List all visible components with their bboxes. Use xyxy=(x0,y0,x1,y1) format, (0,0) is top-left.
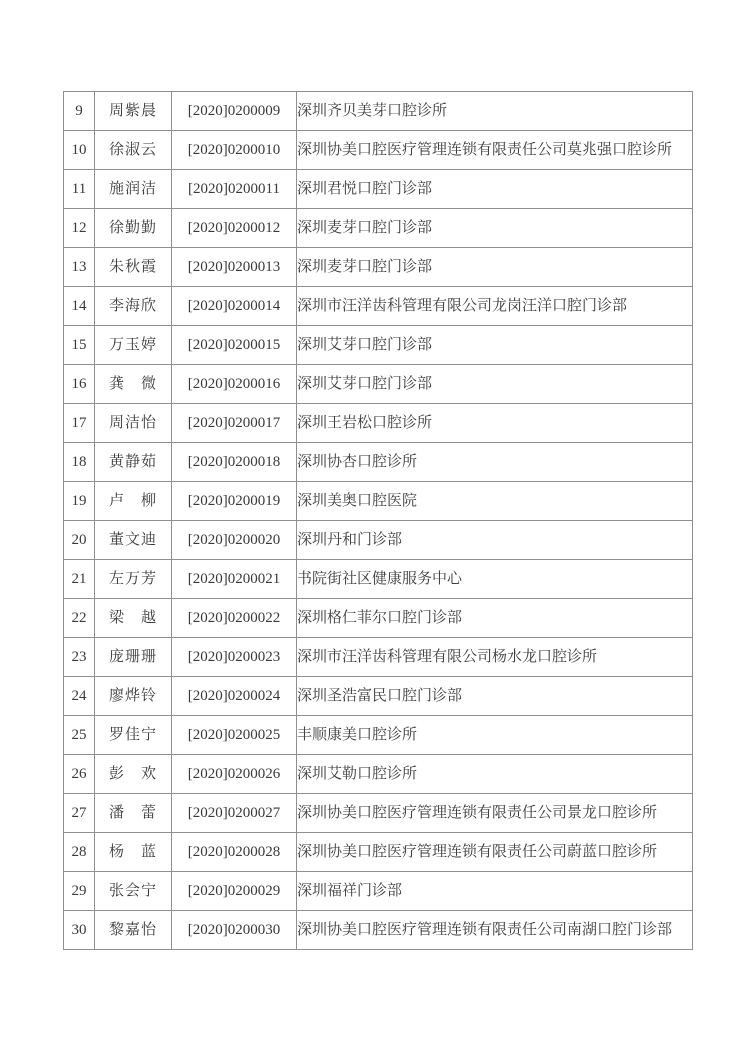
organization-name-cell: 深圳齐贝美芽口腔诊所 xyxy=(297,92,693,131)
row-number-cell: 12 xyxy=(64,209,95,248)
certificate-number-cell: [2020]0200012 xyxy=(172,209,297,248)
organization-name-cell: 深圳艾芽口腔门诊部 xyxy=(297,326,693,365)
certificate-number-cell: [2020]0200015 xyxy=(172,326,297,365)
certificate-number-cell: [2020]0200018 xyxy=(172,443,297,482)
certificate-number-cell: [2020]0200010 xyxy=(172,131,297,170)
row-number-cell: 11 xyxy=(64,170,95,209)
organization-name-cell: 深圳圣浩富民口腔门诊部 xyxy=(297,677,693,716)
certificate-number-cell: [2020]0200027 xyxy=(172,794,297,833)
table-row xyxy=(64,521,693,560)
certificate-number-cell: [2020]0200016 xyxy=(172,365,297,404)
table-row xyxy=(64,443,693,482)
certificate-number-cell: [2020]0200014 xyxy=(172,287,297,326)
person-name-cell: 徐淑云 xyxy=(95,131,172,170)
organization-name-cell: 深圳君悦口腔门诊部 xyxy=(297,170,693,209)
row-number-cell: 29 xyxy=(64,872,95,911)
row-number-cell: 10 xyxy=(64,131,95,170)
table-row xyxy=(64,170,693,209)
certificate-number-cell: [2020]0200021 xyxy=(172,560,297,599)
organization-name-cell: 深圳协美口腔医疗管理连锁有限责任公司南湖口腔门诊部 xyxy=(297,911,693,950)
table-row xyxy=(64,794,693,833)
row-number-cell: 23 xyxy=(64,638,95,677)
table-row xyxy=(64,872,693,911)
row-number-cell: 26 xyxy=(64,755,95,794)
row-number-cell: 27 xyxy=(64,794,95,833)
table-row xyxy=(64,833,693,872)
organization-name-cell: 深圳协杏口腔诊所 xyxy=(297,443,693,482)
certificate-number-cell: [2020]0200013 xyxy=(172,248,297,287)
person-name-cell: 董文迪 xyxy=(95,521,172,560)
table-row xyxy=(64,755,693,794)
row-number-cell: 17 xyxy=(64,404,95,443)
certificate-number-cell: [2020]0200029 xyxy=(172,872,297,911)
certificate-number-cell: [2020]0200022 xyxy=(172,599,297,638)
table-row xyxy=(64,404,693,443)
person-name-cell: 龚 微 xyxy=(95,365,172,404)
table-row xyxy=(64,911,693,950)
person-name-cell: 周洁怡 xyxy=(95,404,172,443)
person-name-cell: 左万芳 xyxy=(95,560,172,599)
certificate-number-cell: [2020]0200023 xyxy=(172,638,297,677)
person-name-cell: 卢 柳 xyxy=(95,482,172,521)
row-number-cell: 9 xyxy=(64,92,95,131)
certificate-number-cell: [2020]0200020 xyxy=(172,521,297,560)
organization-name-cell: 深圳协美口腔医疗管理连锁有限责任公司莫兆强口腔诊所 xyxy=(297,131,693,170)
records-table xyxy=(63,91,693,950)
organization-name-cell: 深圳王岩松口腔诊所 xyxy=(297,404,693,443)
row-number-cell: 30 xyxy=(64,911,95,950)
records-table-body xyxy=(64,92,693,950)
table-row xyxy=(64,365,693,404)
person-name-cell: 廖烨铃 xyxy=(95,677,172,716)
organization-name-cell: 书院街社区健康服务中心 xyxy=(297,560,693,599)
row-number-cell: 15 xyxy=(64,326,95,365)
person-name-cell: 周紫晨 xyxy=(95,92,172,131)
row-number-cell: 16 xyxy=(64,365,95,404)
person-name-cell: 施润洁 xyxy=(95,170,172,209)
row-number-cell: 21 xyxy=(64,560,95,599)
certificate-number-cell: [2020]0200019 xyxy=(172,482,297,521)
table-row xyxy=(64,326,693,365)
person-name-cell: 张会宁 xyxy=(95,872,172,911)
person-name-cell: 杨 蓝 xyxy=(95,833,172,872)
certificate-number-cell: [2020]0200030 xyxy=(172,911,297,950)
certificate-number-cell: [2020]0200025 xyxy=(172,716,297,755)
person-name-cell: 黎嘉怡 xyxy=(95,911,172,950)
person-name-cell: 朱秋霞 xyxy=(95,248,172,287)
person-name-cell: 梁 越 xyxy=(95,599,172,638)
person-name-cell: 潘 蕾 xyxy=(95,794,172,833)
certificate-number-cell: [2020]0200009 xyxy=(172,92,297,131)
row-number-cell: 25 xyxy=(64,716,95,755)
certificate-number-cell: [2020]0200011 xyxy=(172,170,297,209)
organization-name-cell: 深圳协美口腔医疗管理连锁有限责任公司景龙口腔诊所 xyxy=(297,794,693,833)
person-name-cell: 万玉婷 xyxy=(95,326,172,365)
table-row xyxy=(64,560,693,599)
person-name-cell: 罗佳宁 xyxy=(95,716,172,755)
certificate-number-cell: [2020]0200017 xyxy=(172,404,297,443)
person-name-cell: 庞珊珊 xyxy=(95,638,172,677)
table-row xyxy=(64,92,693,131)
row-number-cell: 19 xyxy=(64,482,95,521)
person-name-cell: 彭 欢 xyxy=(95,755,172,794)
organization-name-cell: 深圳麦芽口腔门诊部 xyxy=(297,209,693,248)
table-row xyxy=(64,209,693,248)
organization-name-cell: 深圳丹和门诊部 xyxy=(297,521,693,560)
person-name-cell: 李海欣 xyxy=(95,287,172,326)
row-number-cell: 14 xyxy=(64,287,95,326)
row-number-cell: 18 xyxy=(64,443,95,482)
certificate-number-cell: [2020]0200026 xyxy=(172,755,297,794)
table-row xyxy=(64,599,693,638)
person-name-cell: 徐勤勤 xyxy=(95,209,172,248)
row-number-cell: 13 xyxy=(64,248,95,287)
organization-name-cell: 深圳麦芽口腔门诊部 xyxy=(297,248,693,287)
organization-name-cell: 深圳艾芽口腔门诊部 xyxy=(297,365,693,404)
table-row xyxy=(64,248,693,287)
table-row xyxy=(64,638,693,677)
person-name-cell: 黄静茹 xyxy=(95,443,172,482)
table-row xyxy=(64,716,693,755)
organization-name-cell: 深圳市汪洋齿科管理有限公司杨水龙口腔诊所 xyxy=(297,638,693,677)
table-row xyxy=(64,677,693,716)
certificate-number-cell: [2020]0200028 xyxy=(172,833,297,872)
table-row xyxy=(64,287,693,326)
row-number-cell: 28 xyxy=(64,833,95,872)
row-number-cell: 20 xyxy=(64,521,95,560)
row-number-cell: 22 xyxy=(64,599,95,638)
table-row xyxy=(64,482,693,521)
certificate-number-cell: [2020]0200024 xyxy=(172,677,297,716)
organization-name-cell: 深圳美奥口腔医院 xyxy=(297,482,693,521)
organization-name-cell: 丰顺康美口腔诊所 xyxy=(297,716,693,755)
organization-name-cell: 深圳市汪洋齿科管理有限公司龙岗汪洋口腔门诊部 xyxy=(297,287,693,326)
organization-name-cell: 深圳协美口腔医疗管理连锁有限责任公司蔚蓝口腔诊所 xyxy=(297,833,693,872)
organization-name-cell: 深圳格仁菲尔口腔门诊部 xyxy=(297,599,693,638)
organization-name-cell: 深圳艾勒口腔诊所 xyxy=(297,755,693,794)
organization-name-cell: 深圳福祥门诊部 xyxy=(297,872,693,911)
row-number-cell: 24 xyxy=(64,677,95,716)
table-row xyxy=(64,131,693,170)
